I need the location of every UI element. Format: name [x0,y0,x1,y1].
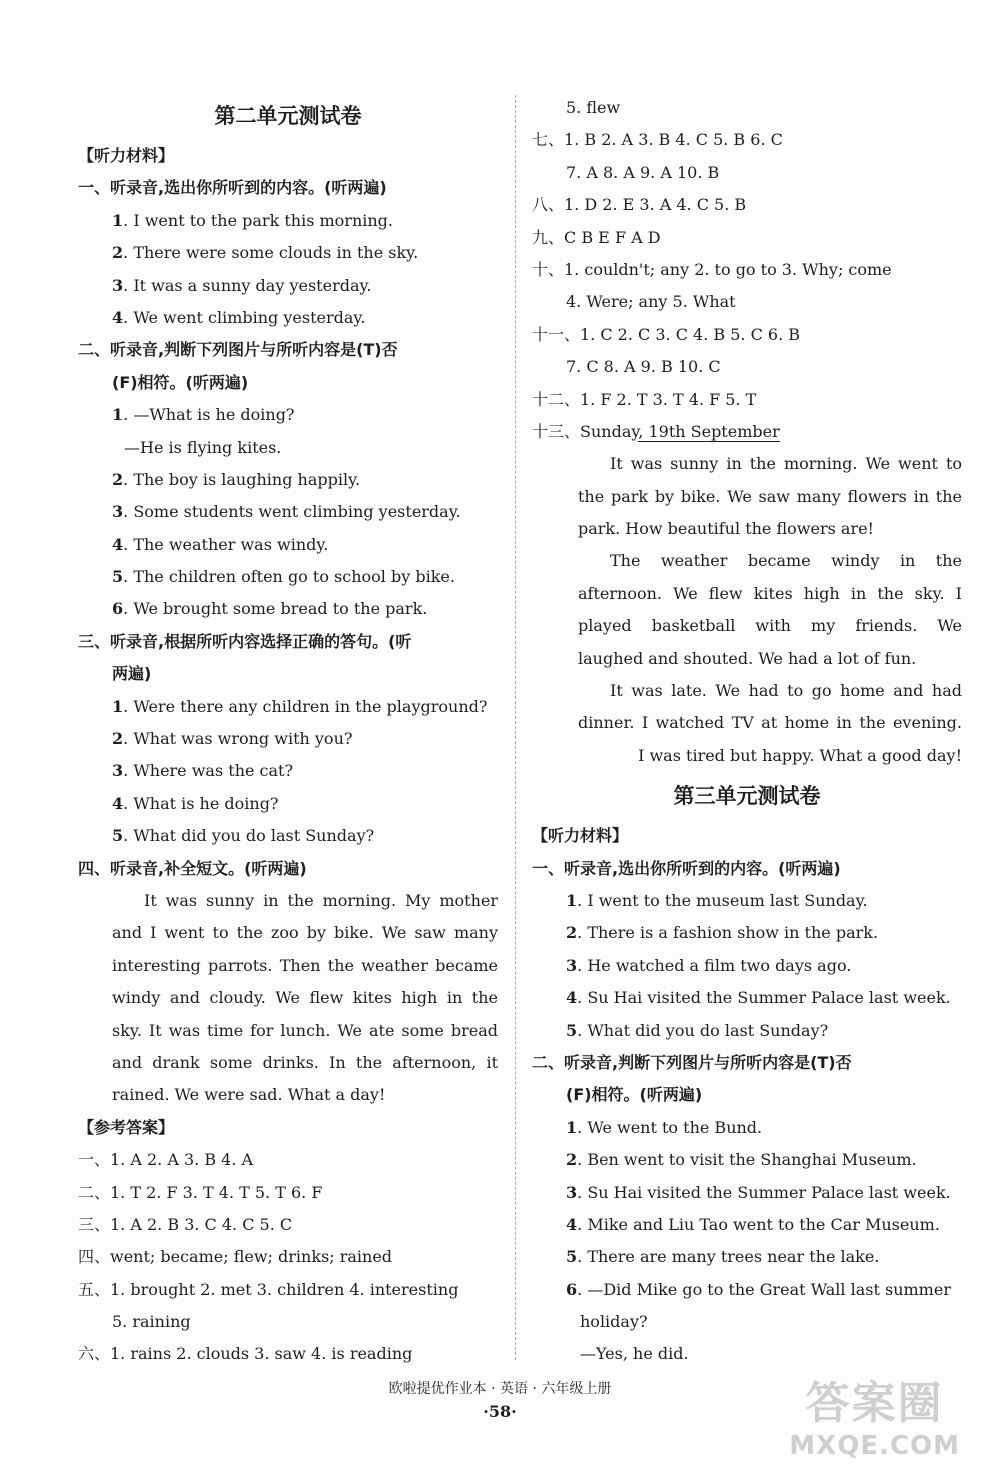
passage-line: dinner. I watched TV at home in the evening. [578,713,962,733]
section-3-heading-cont: 两遍) [112,664,152,684]
section-2-heading-cont: (F)相符。(听两遍) [112,372,249,392]
watermark-logo [789,1367,960,1461]
passage-line: laughed and shouted. We had a lot of fun. [578,648,917,668]
passage-line: rained. We were sad. What a day! [112,1085,386,1105]
answer-row: 十、1. couldn't; any 2. to go to 3. Why; come [532,259,892,279]
list-item: 6. —Did Mike go to the Great Wall last summer [566,1279,951,1299]
list-item: 1. —What is he doing? [112,405,295,425]
list-item-cont: holiday? [580,1312,648,1332]
passage-line: and I went to the zoo by bike. We saw many [112,923,498,943]
list-item: 6. We brought some bread to the park. [112,599,428,619]
watermark-text: 答案圈 [805,1378,944,1429]
list-item: 5. The children often go to school by bike. [112,567,455,587]
answer-row: 二、1. T 2. F 3. T 4. T 5. T 6. F [78,1182,323,1202]
list-item: 4. We went climbing yesterday. [112,307,366,327]
passage-line: the park by bike. We saw many flowers in the [578,486,962,506]
answer-row-cont: 7. A 8. A 9. A 10. B [566,162,720,182]
answer-row: 三、1. A 2. B 3. C 4. C 5. C [78,1214,293,1234]
passage-line: It was sunny in the morning. We went to [610,454,962,474]
answer-row-cont: 7. C 8. A 9. B 10. C [566,357,721,377]
list-item: 4. Su Hai visited the Summer Palace last week. [566,988,951,1008]
section-1-heading: 一、听录音,选出你所听到的内容。(听两遍) [78,178,387,198]
passage-line: It was sunny in the morning. My mother [144,890,498,910]
list-item: 3. He watched a film two days ago. [566,955,852,975]
answer-row-cont: 5. raining [112,1312,191,1332]
answers-label: 【参考答案】 [78,1117,175,1137]
list-item: 4. What is he doing? [112,793,279,813]
list-item-cont: —Yes, he did. [580,1344,689,1364]
list-item: 1. I went to the museum last Sunday. [566,890,868,910]
list-item: 1. Were there any children in the playground? [112,696,488,716]
passage-line: It was late. We had to go home and had [610,681,962,701]
list-item: 4. Mike and Liu Tao went to the Car Museum. [566,1214,940,1234]
section-4-heading: 四、听录音,补全短文。(听两遍) [78,858,307,878]
answer-row-13: 十三、Sunday, 19th September [532,421,780,441]
passage-line: interesting parrots. Then the weather became [112,955,498,975]
answer-row-cont: 5. flew [566,98,621,117]
list-item: 3. It was a sunny day yesterday. [112,275,372,295]
page-number: ·58· [483,1402,517,1421]
list-item: 3. Where was the cat? [112,761,294,781]
list-item: 3. Su Hai visited the Summer Palace last week. [566,1182,951,1202]
answer-row: 十二、1. F 2. T 3. T 4. F 5. T [532,389,757,409]
left-column [78,92,498,1371]
answer-row: 五、1. brought 2. met 3. children 4. interesting [78,1279,459,1299]
list-item: 4. The weather was windy. [112,534,329,554]
section-1-heading: 一、听录音,选出你所听到的内容。(听两遍) [532,858,841,878]
passage-line: The weather became windy in the [610,551,962,571]
answer-row: 一、1. A 2. A 3. B 4. A [78,1150,254,1170]
list-item: 5. What did you do last Sunday? [112,826,375,846]
passage-line: afternoon. We flew kites high in the sky. I [578,583,962,603]
answer-row-cont: 4. Were; any 5. What [566,292,736,312]
list-item: 5. There are many trees near the lake. [566,1247,880,1267]
list-item: 2. There were some clouds in the sky. [112,243,419,263]
list-item: 2. What was wrong with you? [112,729,353,749]
answer-row: 六、1. rains 2. clouds 3. saw 4. is reading [78,1344,413,1364]
section-2-heading: 二、听录音,判断下列图片与所听内容是(T)否 [532,1052,852,1072]
watermark-url: MXQE.COM [789,1431,960,1461]
section-2-heading: 二、听录音,判断下列图片与所听内容是(T)否 [78,340,398,360]
unit2-title: 第二单元测试卷 [214,104,362,128]
passage-line: sky. It was time for lunch. We ate some bread [112,1020,498,1040]
passage-line: I was tired but happy. What a good day! [638,745,962,765]
list-item: 3. Some students went climbing yesterday. [112,502,461,522]
listening-label: 【听力材料】 [78,146,175,165]
list-item: 1. We went to the Bund. [566,1117,763,1137]
answer-row: 八、1. D 2. E 3. A 4. C 5. B [532,195,747,215]
list-item-cont: —He is flying kites. [124,437,282,457]
listening-label: 【听力材料】 [532,826,629,846]
list-item: 2. There is a fashion show in the park. [566,923,879,943]
column-divider [515,95,516,1360]
passage-line: played basketball with my friends. We [578,616,962,636]
section-3-heading: 三、听录音,根据所听内容选择正确的答句。(听 [78,631,412,651]
answer-row: 七、1. B 2. A 3. B 4. C 5. B 6. C [532,130,783,150]
list-item: 2. The boy is laughing happily. [112,469,361,489]
section-2-heading-cont: (F)相符。(听两遍) [566,1085,703,1105]
list-item: 2. Ben went to visit the Shanghai Museum. [566,1150,917,1170]
list-item: 5. What did you do last Sunday? [566,1020,829,1040]
unit3-title: 第三单元测试卷 [673,784,821,809]
right-column [532,92,962,1371]
answer-row: 十一、1. C 2. C 3. C 4. B 5. C 6. B [532,324,801,344]
answer-row: 四、went; became; flew; drinks; rained [78,1247,393,1267]
passage-line: windy and cloudy. We flew kites high in the [112,988,498,1008]
passage-line: and drank some drinks. In the afternoon, it [112,1052,498,1072]
answer-row: 九、C B E F A D [532,227,661,247]
list-item: 1. I went to the park this morning. [112,210,394,230]
passage-line: park. How beautiful the flowers are! [578,519,874,539]
footer-book-title: 欧啦提优作业本 · 英语 · 六年级上册 [388,1381,612,1397]
